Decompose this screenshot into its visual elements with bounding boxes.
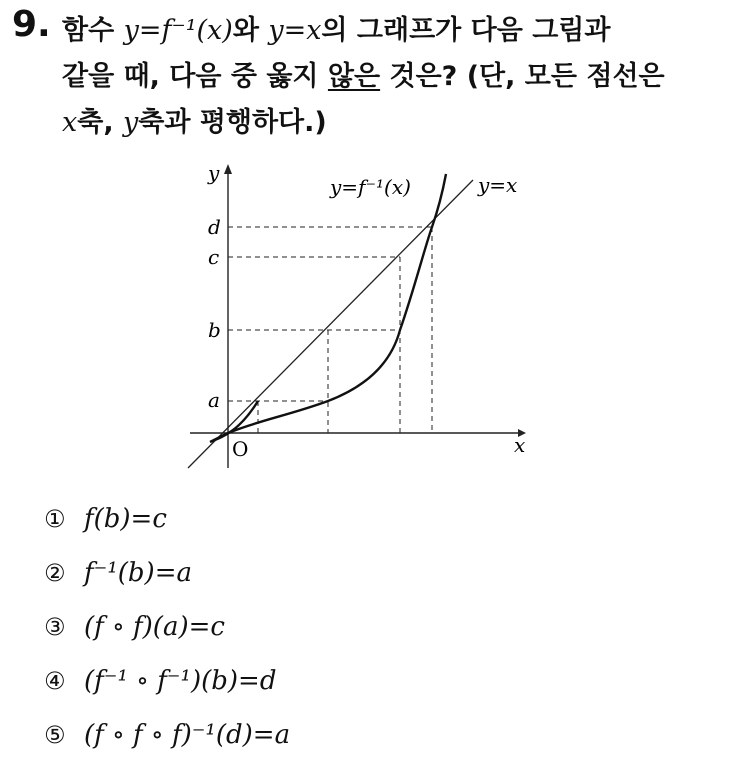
stem-text: 축, — [77, 107, 123, 138]
choice-number: ④ — [44, 667, 66, 695]
y-axis-arrow-icon — [224, 164, 232, 174]
choice-expression: (f ∘ f ∘ f)⁻¹(d)=a — [84, 720, 291, 750]
stem-text: 의 그래프가 다음 그림과 — [321, 15, 611, 46]
choice-number: ⑤ — [44, 721, 66, 749]
stem-text: 함수 — [62, 15, 124, 46]
choice-number: ③ — [44, 613, 66, 641]
stem-math-identity: y=x — [268, 15, 322, 46]
tick-label-b: b — [208, 318, 221, 342]
choice-expression: (f ∘ f)(a)=c — [84, 612, 225, 642]
stem-math-inverse: y=f⁻¹(x) — [123, 15, 233, 46]
stem-math-y: y — [122, 107, 139, 138]
stem-text: 와 — [232, 15, 269, 46]
choice-expression: (f⁻¹ ∘ f⁻¹)(b)=d — [84, 666, 277, 696]
stem-underlined-word: 않은 — [327, 61, 381, 92]
y-axis-label: y — [208, 161, 220, 185]
stem-text: 축과 평행하다.) — [138, 107, 327, 138]
choice-4[interactable] — [44, 654, 290, 708]
stem-math-x: x — [62, 107, 78, 138]
answer-choices — [44, 492, 290, 762]
choice-1[interactable] — [44, 492, 290, 546]
choice-expression: f(b)=c — [84, 504, 167, 534]
inverse-function-curve — [210, 174, 446, 442]
choice-number: ② — [44, 559, 66, 587]
choice-number: ① — [44, 505, 66, 533]
stem-text: 것은? (단, 모든 점선은 — [380, 61, 665, 92]
tick-label-d: d — [208, 215, 221, 239]
identity-line — [188, 180, 473, 468]
choice-5[interactable] — [44, 708, 290, 762]
origin-label: O — [232, 437, 249, 461]
x-axis-label: x — [514, 433, 526, 457]
choice-2[interactable] — [44, 546, 290, 600]
curve-label: y=f⁻¹(x) — [330, 175, 411, 199]
choice-3[interactable] — [44, 600, 290, 654]
stem-line-2 — [62, 54, 722, 100]
question-number: 9. — [12, 4, 51, 45]
function-graph — [180, 150, 540, 480]
tick-label-a: a — [208, 388, 220, 412]
choice-expression: f⁻¹(b)=a — [84, 558, 192, 588]
stem-line-3 — [62, 100, 722, 146]
stem-text: 같을 때, 다음 중 옳지 — [62, 61, 328, 92]
stem-line-1 — [62, 8, 722, 54]
line-label: y=x — [478, 173, 518, 197]
tick-label-c: c — [208, 245, 220, 269]
question-stem — [62, 8, 722, 146]
